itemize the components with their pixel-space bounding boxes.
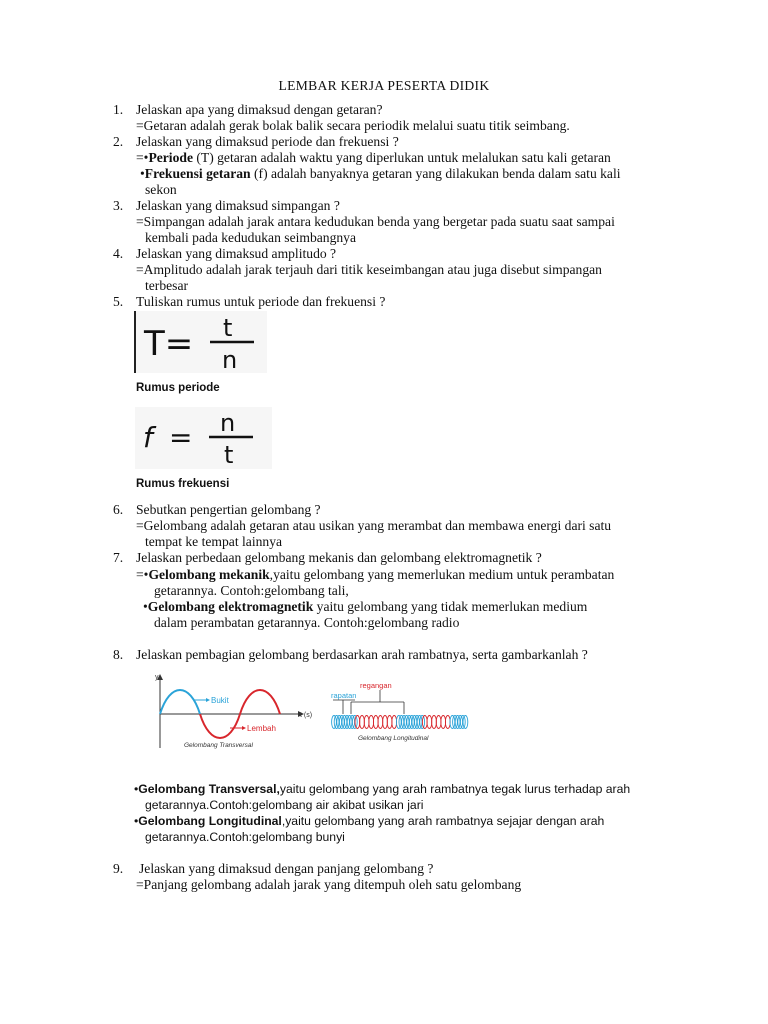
answer-text: =Gelombang adalah getaran atau usikan yang merambat dan membawa energi dari satu — [136, 518, 612, 533]
question-text: Jelaskan pembagian gelombang berdasarkan arah rambatnya, serta gambarkanlah ? — [136, 647, 588, 662]
answer-text: sekon — [145, 182, 177, 197]
label-regangan: regangan — [360, 681, 392, 690]
caption-transversal: Gelombang Transversal — [184, 742, 253, 749]
answer-text: •Gelombang elektromagnetik yaitu gelombang yang tidak memerlukan medium — [143, 599, 588, 614]
spring-coil — [387, 716, 392, 729]
question-number: 7. — [113, 550, 124, 565]
formula-caption: Rumus periode — [136, 382, 220, 394]
axis-t-label: t (s) — [300, 712, 313, 719]
page-title: LEMBAR KERJA PESERTA DIDIK — [278, 78, 490, 93]
spring-coil — [373, 716, 378, 729]
answer-text: =Panjang gelombang adalah jarak yang ditempuh oleh satu gelombang — [136, 877, 522, 892]
formula-denominator: n — [222, 346, 238, 373]
label-bukit: Bukit — [211, 696, 229, 705]
answer-text: =Getaran adalah gerak bolak balik secara periodik melalui suatu titik seimbang. — [136, 118, 570, 133]
answer-text: getarannya.Contoh:gelombang bunyi — [145, 830, 345, 844]
formula-eq: = — [169, 421, 193, 454]
answer-text: dalam perambatan getarannya. Contoh:gelombang radio — [154, 615, 460, 630]
axis-y-label: y — [155, 674, 159, 681]
spring-coil — [364, 716, 369, 729]
wave-crest — [240, 690, 280, 714]
answer-text: getarannya.Contoh:gelombang air akibat usikan jari — [145, 798, 424, 812]
question-text: Jelaskan yang dimaksud simpangan ? — [136, 198, 340, 213]
question-number: 5. — [113, 294, 124, 309]
answer-text: kembali pada kedudukan seimbangnya — [145, 230, 357, 245]
answer-text: •Frekuensi getaran (f) adalah banyaknya getaran yang dilakukan benda dalam satu kali — [140, 166, 621, 181]
question-number: 1. — [113, 102, 124, 117]
question-text: Jelaskan yang dimaksud amplitudo ? — [136, 246, 337, 261]
longitudinal-spring — [332, 716, 468, 729]
answer-text: getarannya. Contoh:gelombang tali, — [154, 583, 349, 598]
spring-coil — [436, 716, 441, 729]
spring-coil — [369, 716, 374, 729]
question-number: 8. — [113, 647, 124, 662]
answer-text: •Gelombang Longitudinal,yaitu gelombang yang arah rambatnya sejajar dengan arah — [134, 814, 605, 828]
question-number: 2. — [113, 134, 124, 149]
question-number: 9. — [113, 861, 124, 876]
wave-crest — [160, 690, 200, 714]
answer-text: =•Gelombang mekanik,yaitu gelombang yang memerlukan medium untuk perambatan — [136, 567, 615, 582]
question-number: 6. — [113, 502, 124, 517]
spring-coil — [392, 716, 397, 729]
question-text: Jelaskan yang dimaksud periode dan frekuensi ? — [136, 134, 399, 149]
answer-text: tempat ke tempat lainnya — [145, 534, 283, 549]
question-text: Jelaskan apa yang dimaksud dengan getaran? — [136, 102, 383, 117]
spring-coil — [360, 716, 365, 729]
label-rapatan: rapatan — [331, 691, 357, 700]
answer-text: terbesar — [145, 278, 189, 293]
spring-coil — [441, 716, 446, 729]
spring-coil — [445, 716, 450, 729]
spring-coil — [432, 716, 437, 729]
formula-lhs: f — [143, 421, 153, 454]
answer-text: =Amplitudo adalah jarak terjauh dari titik keseimbangan atau juga disebut simpangan — [136, 262, 602, 277]
formula-numerator: n — [220, 409, 236, 437]
question-text: Sebutkan pengertian gelombang ? — [136, 502, 321, 517]
caption-longitudinal: Gelombang Longitudinal — [358, 735, 429, 742]
wave-types-figure — [148, 672, 498, 758]
answer-text: •Gelombang Transversal,yaitu gelombang yang arah rambatnya tegak lurus terhadap arah — [134, 782, 631, 796]
answer-text: =•Periode (T) getaran adalah waktu yang diperlukan untuk melalukan satu kali getaran — [136, 150, 611, 165]
spring-coil — [427, 716, 432, 729]
formula-frequency-image — [135, 407, 272, 469]
formula-lhs: T= — [144, 324, 194, 364]
question-number: 3. — [113, 198, 124, 213]
spring-coil — [378, 716, 383, 729]
formula-denominator: t — [224, 441, 234, 469]
formula-numerator: t — [223, 314, 233, 342]
formula-period-image — [134, 311, 267, 373]
question-text: Jelaskan yang dimaksud dengan panjang gelombang ? — [139, 861, 434, 876]
spring-coil — [383, 716, 388, 729]
answer-text: =Simpangan adalah jarak antara kedudukan benda yang bergetar pada suatu saat sampai — [136, 214, 615, 229]
question-text: Tuliskan rumus untuk periode dan frekuensi ? — [136, 294, 386, 309]
question-text: Jelaskan perbedaan gelombang mekanis dan gelombang elektromagnetik ? — [136, 550, 542, 565]
question-number: 4. — [113, 246, 124, 261]
wave-trough — [200, 714, 240, 738]
label-lembah: Lembah — [247, 724, 276, 733]
formula-caption: Rumus frekuensi — [136, 478, 230, 490]
